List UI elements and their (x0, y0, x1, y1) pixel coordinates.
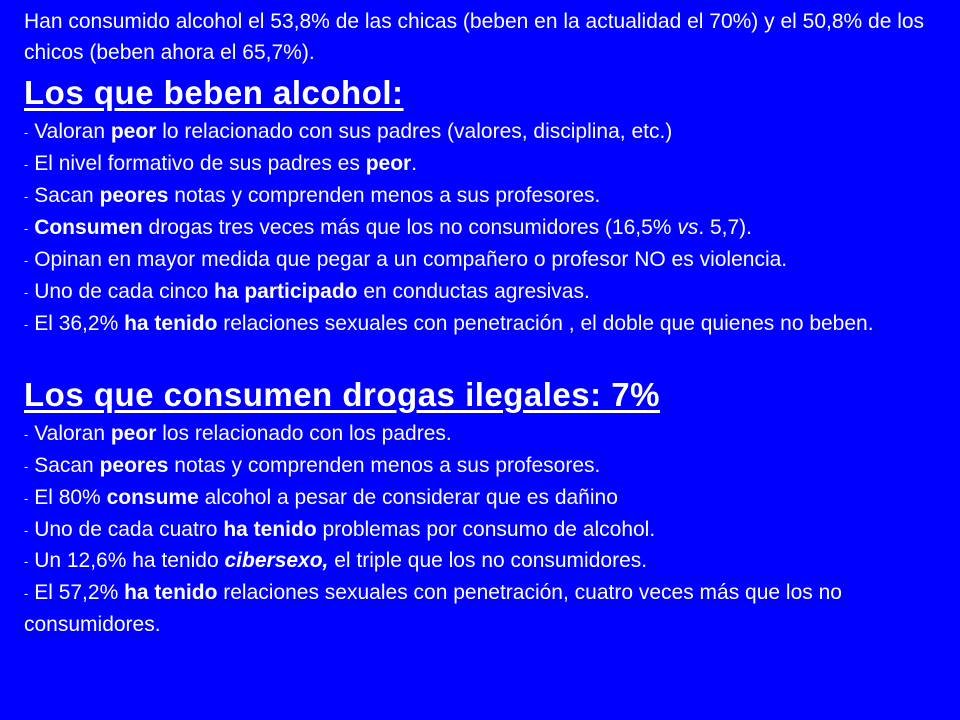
slide (24, 6, 944, 640)
list-item: - Sacan peores notas y comprenden menos a sus profesores. (24, 453, 601, 477)
alcohol-list (24, 116, 944, 340)
bullet-dash: - (24, 284, 29, 300)
bullet-dash: - (24, 316, 29, 332)
list-item: - El 80% consume alcohol a pesar de considerar que es dañino (24, 485, 618, 509)
bullet-dash: - (24, 220, 29, 236)
list-item: - Valoran peor los relacionado con los padres. (24, 421, 452, 445)
bullet-dash: - (24, 426, 29, 442)
drogas-list (24, 418, 944, 641)
list-item: - Un 12,6% ha tenido cibersexo, el triple que los no consumidores. (24, 549, 648, 573)
bullet-dash: - (24, 458, 29, 474)
list-item: - Sacan peores notas y comprenden menos a sus profesores. (24, 183, 601, 207)
list-item: - Consumen drogas tres veces más que los no consumidores (16,5% vs. 5,7). (24, 215, 753, 239)
bullet-dash: - (24, 554, 29, 570)
list-item: - El 57,2% ha tenido relaciones sexuales con penetración, cuatro veces más que los no consumidores. (24, 581, 842, 637)
bullet-dash: - (24, 522, 29, 538)
bullet-dash: - (24, 188, 29, 204)
bullet-dash: - (24, 586, 29, 602)
list-item: - Valoran peor lo relacionado con sus padres (valores, disciplina, etc.) (24, 120, 673, 143)
list-item: - El 36,2% ha tenido relaciones sexuales con penetración , el doble que quienes no beben. (24, 311, 874, 335)
bullet-dash: - (24, 124, 29, 140)
section-title-alcohol: Los que beben alcohol: (24, 74, 404, 111)
bullet-dash: - (24, 252, 29, 268)
bullet-dash: - (24, 490, 29, 506)
intro-paragraph: Han consumido alcohol el 53,8% de las chicas (beben en la actualidad el 70%) y el 50,8% de los chicos (beben ahora el 65,7%). (24, 10, 925, 64)
list-item: - Opinan en mayor medida que pegar a un compañero o profesor NO es violencia. (24, 247, 788, 271)
bullet-dash: - (24, 156, 29, 172)
section-title-drogas: Los que consumen drogas ilegales: 7% (24, 375, 660, 413)
list-item: - El nivel formativo de sus padres es peor. (24, 151, 418, 175)
list-item: - Uno de cada cinco ha participado en conductas agresivas. (24, 279, 590, 303)
list-item: - Uno de cada cuatro ha tenido problemas por consumo de alcohol. (24, 517, 656, 541)
